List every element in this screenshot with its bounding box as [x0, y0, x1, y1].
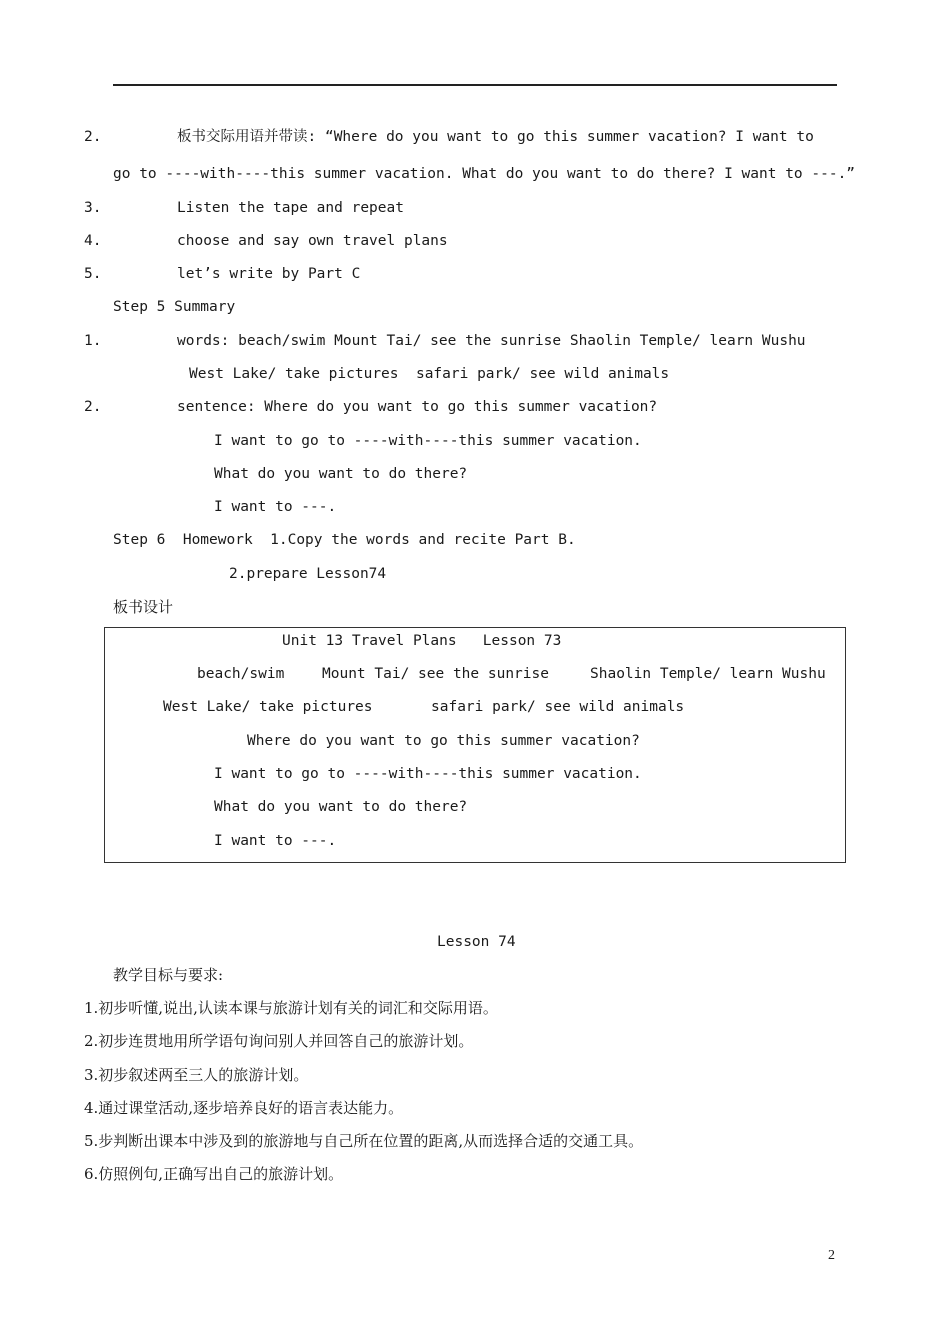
- item-text: choose and say own travel plans: [177, 233, 448, 249]
- board-sentence: I want to ---.: [214, 833, 337, 849]
- item-number: 1.: [84, 333, 102, 349]
- board-word: Mount Tai/ see the sunrise: [322, 666, 549, 682]
- sentence-line: What do you want to do there?: [214, 466, 468, 482]
- step-heading: Step 6 Homework 1.Copy the words and recite Part B.: [113, 532, 576, 548]
- goal-item: 1.初步听懂,说出,认读本课与旅游计划有关的词汇和交际用语。: [84, 999, 498, 1017]
- goal-item: 5.步判断出课本中涉及到的旅游地与自己所在位置的距离,从而选择合适的交通工具。: [84, 1132, 644, 1150]
- item-text: words: beach/swim Mount Tai/ see the sunrise Shaolin Temple/ learn Wushu: [177, 333, 806, 349]
- item-number: 2.: [84, 129, 102, 145]
- item-number: 3.: [84, 200, 102, 216]
- header-rule: [113, 84, 837, 86]
- goal-item: 3.初步叙述两至三人的旅游计划。: [84, 1066, 309, 1084]
- sentence-line: I want to go to ----with----this summer vacation.: [214, 433, 642, 449]
- item-text: Listen the tape and repeat: [177, 200, 404, 216]
- board-word: Shaolin Temple/ learn Wushu: [590, 666, 826, 682]
- board-sentence: Where do you want to go this summer vacation?: [247, 733, 640, 749]
- board-sentence: I want to go to ----with----this summer vacation.: [214, 766, 642, 782]
- goal-item: 2.初步连贯地用所学语句询问别人并回答自己的旅游计划。: [84, 1032, 474, 1050]
- board-title: Unit 13 Travel Plans Lesson 73: [282, 633, 562, 649]
- page-number: 2: [828, 1248, 835, 1263]
- goal-item: 6.仿照例句,正确写出自己的旅游计划。: [84, 1165, 344, 1183]
- step-heading: Step 5 Summary: [113, 299, 236, 315]
- item-number: 2.: [84, 399, 102, 415]
- goals-heading: 教学目标与要求:: [113, 966, 224, 984]
- board-design-heading: 板书设计: [113, 598, 174, 616]
- lesson-title: Lesson 74: [437, 934, 516, 950]
- board-word: safari park/ see wild animals: [431, 699, 685, 715]
- goal-item: 4.通过课堂活动,逐步培养良好的语言表达能力。: [84, 1099, 404, 1117]
- item-text: let’s write by Part C: [177, 266, 361, 282]
- sentence-line: I want to ---.: [214, 499, 337, 515]
- item-text-continued: West Lake/ take pictures safari park/ see wild animals: [189, 366, 670, 382]
- board-sentence: What do you want to do there?: [214, 799, 468, 815]
- item-number: 4.: [84, 233, 102, 249]
- item-text: 板书交际用语并带读: “Where do you want to go this summer vacation? I want to: [177, 129, 814, 145]
- item-text: sentence: Where do you want to go this summer vacation?: [177, 399, 658, 415]
- item-text-continued: go to ----with----this summer vacation. What do you want to do there? I want to ---.”: [113, 166, 856, 182]
- board-word: beach/swim: [197, 666, 285, 682]
- homework-item: 2.prepare Lesson74: [229, 566, 387, 582]
- item-number: 5.: [84, 266, 102, 282]
- board-word: West Lake/ take pictures: [163, 699, 373, 715]
